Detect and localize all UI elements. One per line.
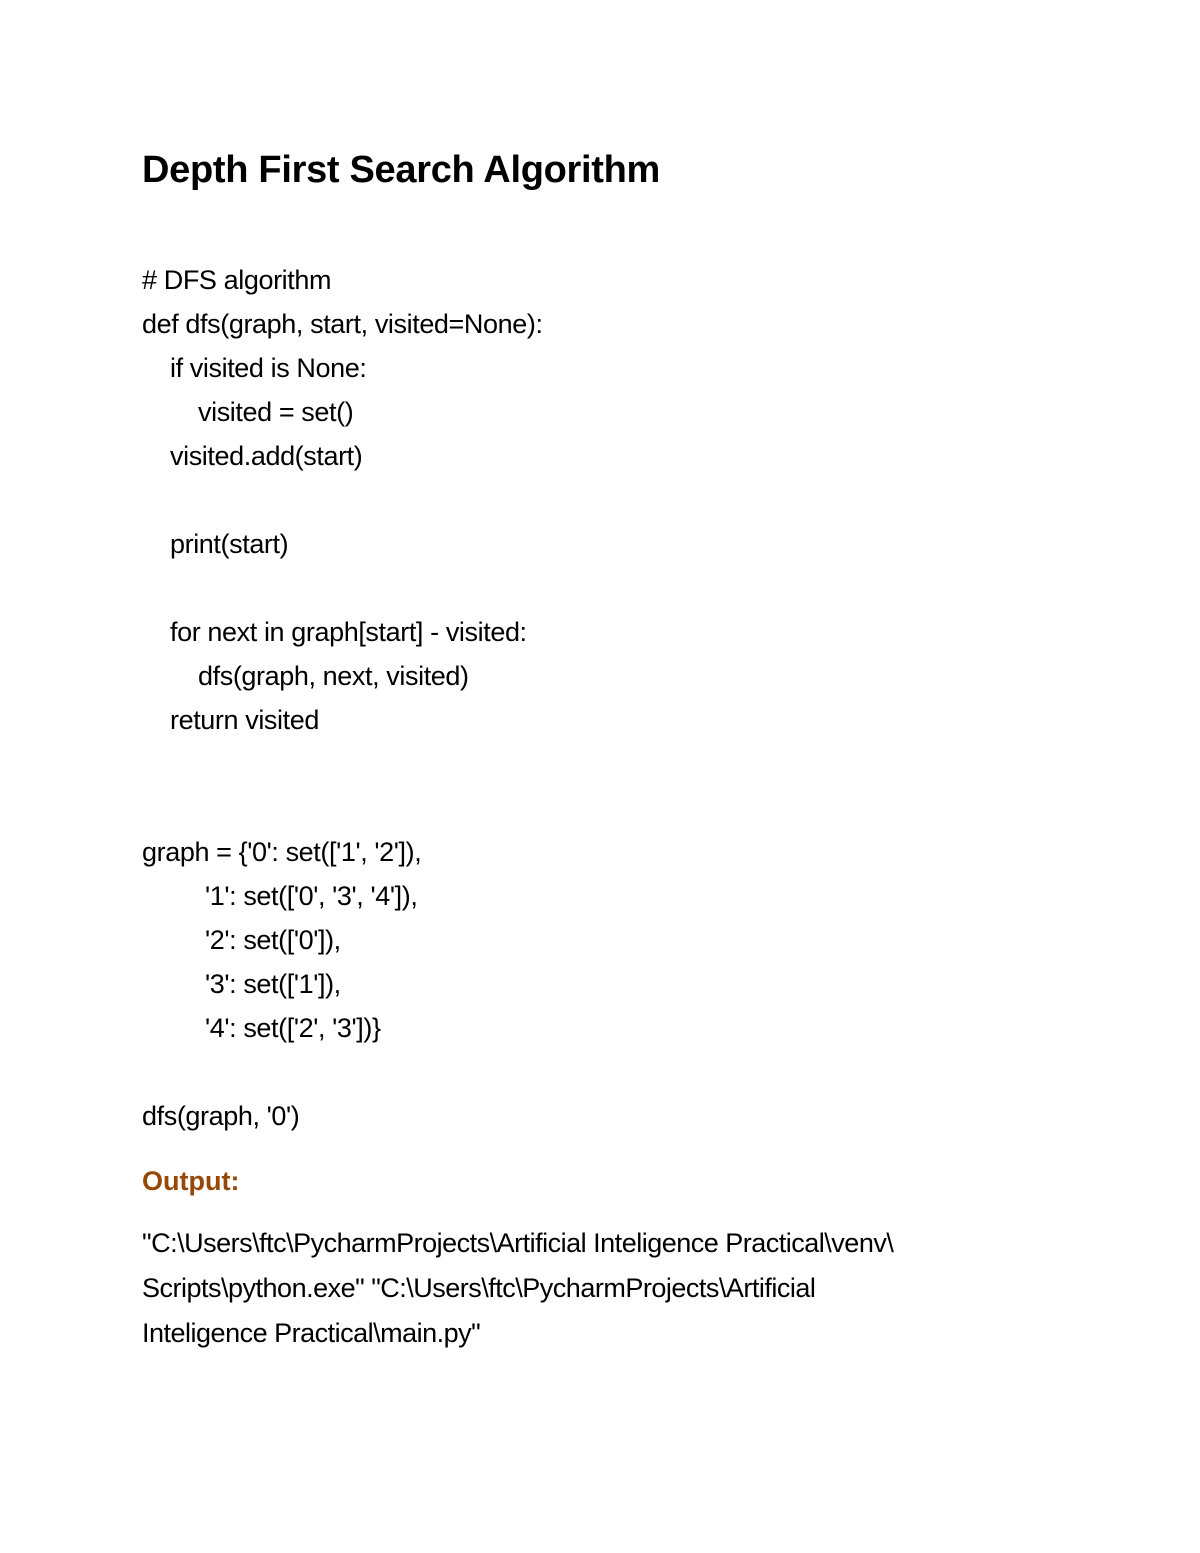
code-visited-init: visited = set()	[198, 397, 354, 427]
code-print-line: print(start)	[170, 529, 289, 559]
output-path-line-2: Scripts\python.exe" "C:\Users\ftc\PycharmProjects\Artificial	[142, 1273, 816, 1303]
code-if-line: if visited is None:	[170, 353, 367, 383]
code-comment: # DFS algorithm	[142, 265, 332, 295]
code-add-line: visited.add(start)	[170, 441, 363, 471]
page-title: Depth First Search Algorithm	[142, 149, 661, 191]
code-def-line: def dfs(graph, start, visited=None):	[142, 309, 543, 339]
output-path-line-1: "C:\Users\ftc\PycharmProjects\Artificial Inteligence Practical\venv\	[142, 1228, 894, 1258]
code-return-line: return visited	[170, 705, 319, 735]
code-graph-line-0: graph = {'0': set(['1', '2']),	[142, 837, 422, 867]
code-graph-line-2: '2': set(['0']),	[205, 925, 341, 955]
code-graph-line-3: '3': set(['1']),	[205, 969, 341, 999]
code-call-line: dfs(graph, '0')	[142, 1101, 300, 1131]
code-for-line: for next in graph[start] - visited:	[170, 617, 527, 647]
output-path-line-3: Inteligence Practical\main.py"	[142, 1318, 481, 1348]
output-heading: Output:	[142, 1166, 240, 1196]
code-graph-line-1: '1': set(['0', '3', '4']),	[205, 881, 418, 911]
code-graph-line-4: '4': set(['2', '3'])}	[205, 1013, 381, 1043]
code-recurse-line: dfs(graph, next, visited)	[198, 661, 469, 691]
